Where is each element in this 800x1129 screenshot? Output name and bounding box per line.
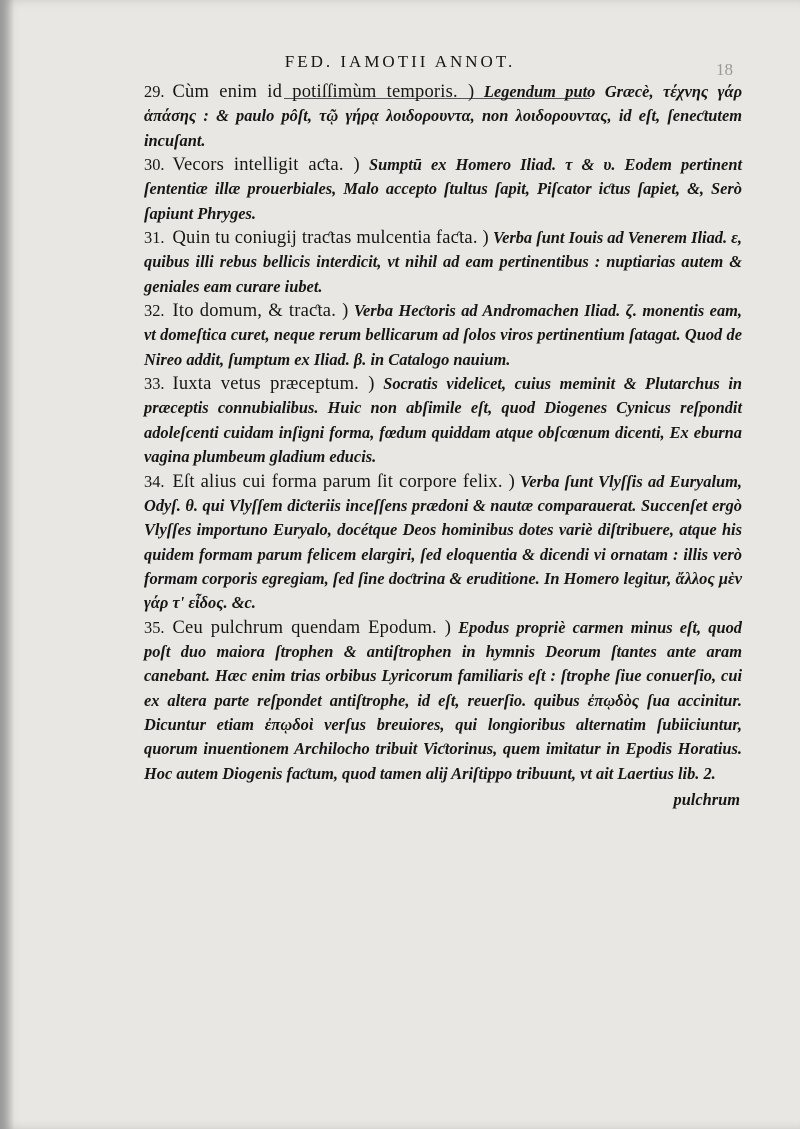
annotation-number: 29. xyxy=(144,82,165,101)
running-title: FED. IAMOTII ANNOT. xyxy=(284,52,516,71)
annotation-number: 31. xyxy=(144,228,165,248)
annotation-number: 32. xyxy=(144,301,165,321)
annotation-29 xyxy=(144,80,742,153)
annotation-35 xyxy=(144,616,742,786)
annotation-commentary: Sumptū ex Homero Iliad. τ & υ. Eodem pertinent ſententiæ illæ prouerbiales, Malo accepto ſtultus ſapit, Piſcator iƈtus ſapiet, &, Serò ſapiunt Phryges. xyxy=(144,155,742,223)
annotation-commentary: Legendum puto Græcè, τέχνης γάρ ἁπάσης : & paulo pôſt, τῷ γήρᾳ λοιδορουντα, non λοιδορουντας, id eſt, ſeneƈtutem incuſant. xyxy=(144,82,743,150)
annotation-lemma: Ito domum, & traƈta. ) xyxy=(172,301,349,322)
annotation-lemma: Iuxta vetus præceptum. ) xyxy=(172,374,375,395)
annotation-33 xyxy=(144,372,742,469)
annotation-commentary: Socratis videlicet, cuius meminit & Plutarchus in præceptis connubialibus. Huic non abſimile eſt, quod Diogenes Cynicus reſpondit adoleſcenti cuidam inſigni forma, fœdum quiddam atque obſcœnum dicenti, Ex eburna vagina plumbeum gladium educis. xyxy=(144,374,742,467)
annotation-34 xyxy=(144,470,742,616)
faint-folio-number: 18 xyxy=(716,60,733,79)
annotation-lemma: Ceu pulchrum quendam Epodum. ) xyxy=(172,617,452,638)
annotation-number: 30. xyxy=(144,155,165,175)
annotations-body xyxy=(144,80,742,812)
annotation-30 xyxy=(144,153,742,226)
annotation-lemma: Eſt alius cui forma parum ſit corpore felix. ) xyxy=(172,471,515,492)
annotation-lemma: Cùm enim id potiſſimùm temporis. ) xyxy=(172,82,475,102)
annotation-commentary: Verba Heƈtoris ad Andromachen Iliad. ζ. monentis eam, vt domeſtica curet, neque rerum bellicarum ad ſolos viros pertinentium ſatagat. Quod de Nireo addit, ſumptum ex Iliad. β. in Catalogo nauium. xyxy=(144,301,742,369)
annotation-lemma: Quin tu coniugij traƈtas mulcentia faƈta. ) xyxy=(172,228,489,249)
annotation-32 xyxy=(144,299,742,372)
annotation-number: 35. xyxy=(144,617,165,637)
annotation-commentary: Verba ſunt Vlyſſis ad Euryalum, Odyſ. θ. qui Vlyſſem diƈteriis inceſſens prædoni & nautæ comparauerat. Succenſet ergò Vlyſſes importuno Euryalo, docétque Deos hominibus dotes variè diſtribuere, atque his quidem formam parum felicem elargiri, ſed eloquentia & dicendi vi ornatam : illis verò formam corporis egregiam, ſed ſine doƈtrina & eruditione. In Homero legitur, ἄλλος μὲν γάρ τ' εἶδος. &c. xyxy=(144,471,742,613)
annotation-commentary: Verba ſunt Iouis ad Venerem Iliad. ε, quibus illi rebus bellicis interdicit, vt nihil ad eam pertinentibus : nuptiarias autem & geniales eam curare iubet. xyxy=(144,228,742,296)
annotation-commentary: Epodus propriè carmen minus eſt, quod poſt duo maiora ſtrophen & antiſtrophen in hymnis Deorum ſtantes ante aram canebant. Hæc enim trias orbibus Lyricorum familiaris eſt : ſtrophe ſiue conuerſio, cui ex altera parte reſpondet antiſtrophe, id eſt, reuerſio. quibus ἐπῳδὸς ſua accinitur. Dicuntur etiam ἐπῳδοὶ verſus breuiores, qui longioribus alternatim ſubiiciuntur, quorum inuentionem Archilocho tribuit Viƈtorinus, quem imitatur in Epodis Horatius. Hoc autem Diogenis faƈtum, quod tamen alij Ariſtippo tribuunt, vt ait Laertius lib. 2. xyxy=(144,617,742,783)
annotation-number: 34. xyxy=(144,471,165,491)
catchword: pulchrum xyxy=(673,789,740,809)
annotation-31 xyxy=(144,226,742,299)
annotation-number: 33. xyxy=(144,374,165,394)
running-head xyxy=(0,52,800,72)
annotation-lemma: Vecors intelligit aƈta. ) xyxy=(172,155,360,176)
